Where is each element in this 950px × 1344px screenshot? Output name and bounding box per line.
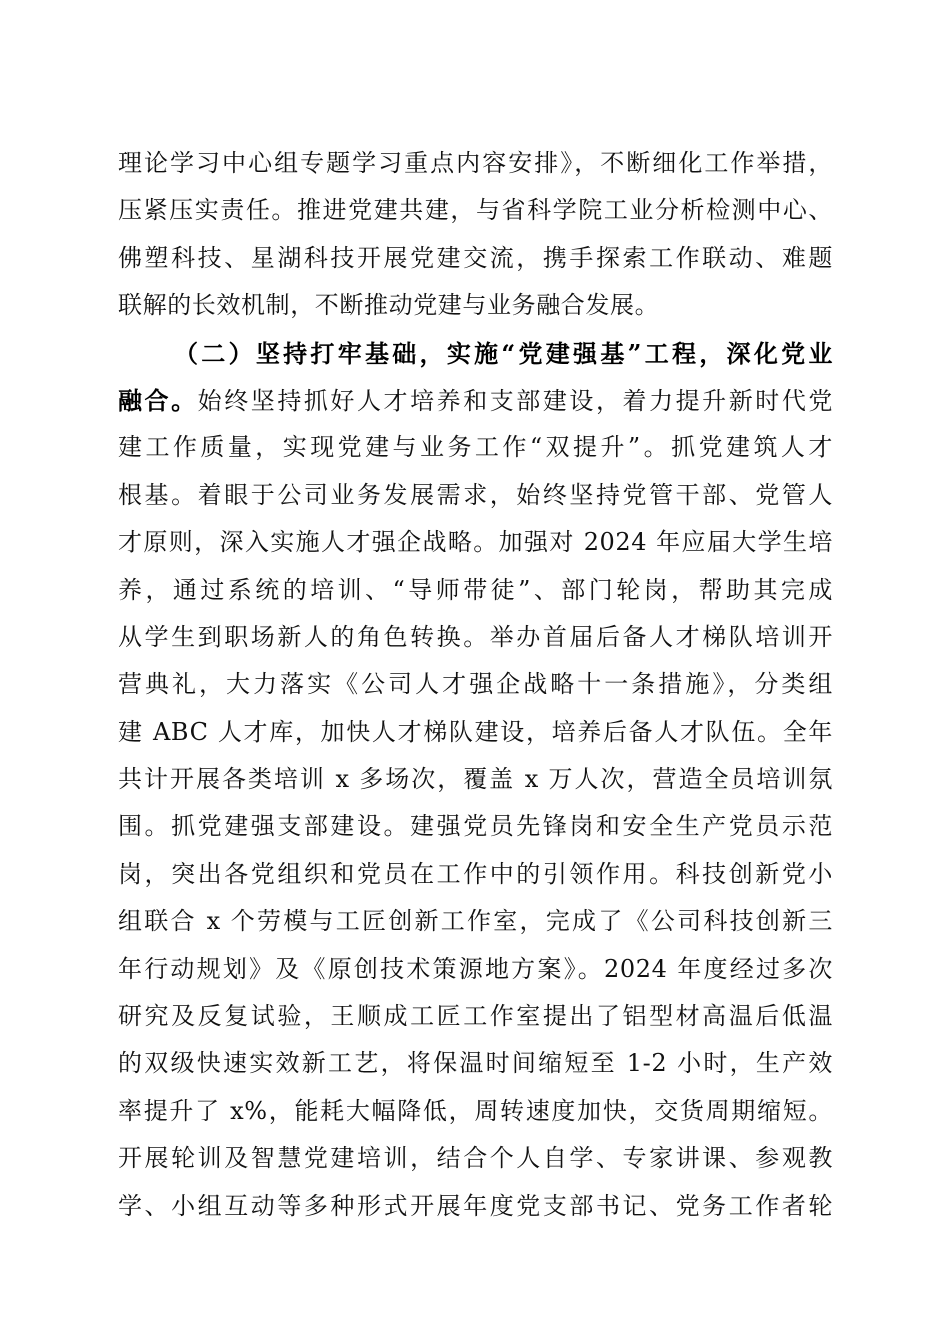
body-text: 共计开展各类培训 x 多场次，覆盖 x 万人次，营造全员培训氛 [118, 765, 833, 794]
body-text: 组联合 x 个劳模与工匠创新工作室，完成了《公司科技创新三 [118, 907, 833, 936]
body-text: 年行动规划》及《原创技术策源地方案》。2024 年度经过多次 [118, 954, 833, 983]
bold-heading-text: 融合。 [118, 385, 198, 415]
text-line [118, 140, 833, 187]
text-line [118, 993, 833, 1040]
text-line [118, 946, 833, 993]
text-line [118, 709, 833, 756]
text-line [118, 1040, 833, 1087]
body-text: 根基。着眼于公司业务发展需求，始终坚持党管干部、党管人 [118, 480, 833, 509]
body-text: 佛塑科技、星湖科技开展党建交流，携手探索工作联动、难题 [118, 243, 833, 272]
text-line [118, 187, 833, 234]
body-text: 始终坚持抓好人才培养和支部建设，着力提升新时代党 [197, 386, 833, 415]
body-text: 学、小组互动等多种形式开展年度党支部书记、党务工作者轮 [118, 1191, 833, 1220]
body-text: 建 ABC 人才库，加快人才梯队建设，培养后备人才队伍。全年 [118, 717, 833, 746]
text-line [118, 1183, 833, 1230]
text-line [118, 472, 833, 519]
body-text: 研究及反复试验，王顺成工匠工作室提出了铝型材高温后低温 [118, 1002, 833, 1031]
text-line [118, 803, 833, 850]
text-line [118, 567, 833, 614]
text-line [118, 519, 833, 566]
body-text: 岗，突出各党组织和党员在工作中的引领作用。科技创新党小 [118, 859, 833, 888]
body-text: 压紧压实责任。推进党建共建，与省科学院工业分析检测中心、 [118, 196, 833, 225]
text-line [118, 235, 833, 282]
text-line [118, 661, 833, 708]
text-line [118, 614, 833, 661]
section-heading-text: （二）坚持打牢基础，实施“党建强基”工程，深化党业 [174, 338, 833, 368]
text-line [118, 377, 833, 424]
document-body [118, 140, 833, 1230]
text-line [118, 1135, 833, 1182]
body-text: 从学生到职场新人的角色转换。举办首届后备人才梯队培训开 [118, 622, 833, 651]
text-line [118, 898, 833, 945]
body-text: 开展轮训及智慧党建培训，结合个人自学、专家讲课、参观教 [118, 1144, 833, 1173]
body-text: 联解的长效机制，不断推动党建与业务融合发展。 [118, 291, 660, 320]
text-line [118, 282, 833, 329]
body-text: 养，通过系统的培训、“导师带徒”、部门轮岗，帮助其完成 [118, 575, 833, 604]
body-text: 围。抓党建强支部建设。建强党员先锋岗和安全生产党员示范 [118, 812, 833, 841]
text-line [118, 756, 833, 803]
body-text: 率提升了 x%，能耗大幅降低，周转速度加快，交货周期缩短。 [118, 1096, 833, 1125]
body-text: 营典礼，大力落实《公司人才强企战略十一条措施》，分类组 [118, 670, 833, 699]
text-line [118, 1088, 833, 1135]
body-text: 的双级快速实效新工艺，将保温时间缩短至 1-2 小时，生产效 [118, 1049, 833, 1078]
body-text: 理论学习中心组专题学习重点内容安排》，不断细化工作举措， [118, 149, 833, 177]
text-line [118, 851, 833, 898]
text-line [118, 424, 833, 471]
text-line [118, 330, 833, 377]
body-text: 才原则，深入实施人才强企战略。加强对 2024 年应届大学生培 [118, 528, 833, 557]
body-text: 建工作质量，实现党建与业务工作“双提升”。抓党建筑人才 [118, 433, 833, 462]
